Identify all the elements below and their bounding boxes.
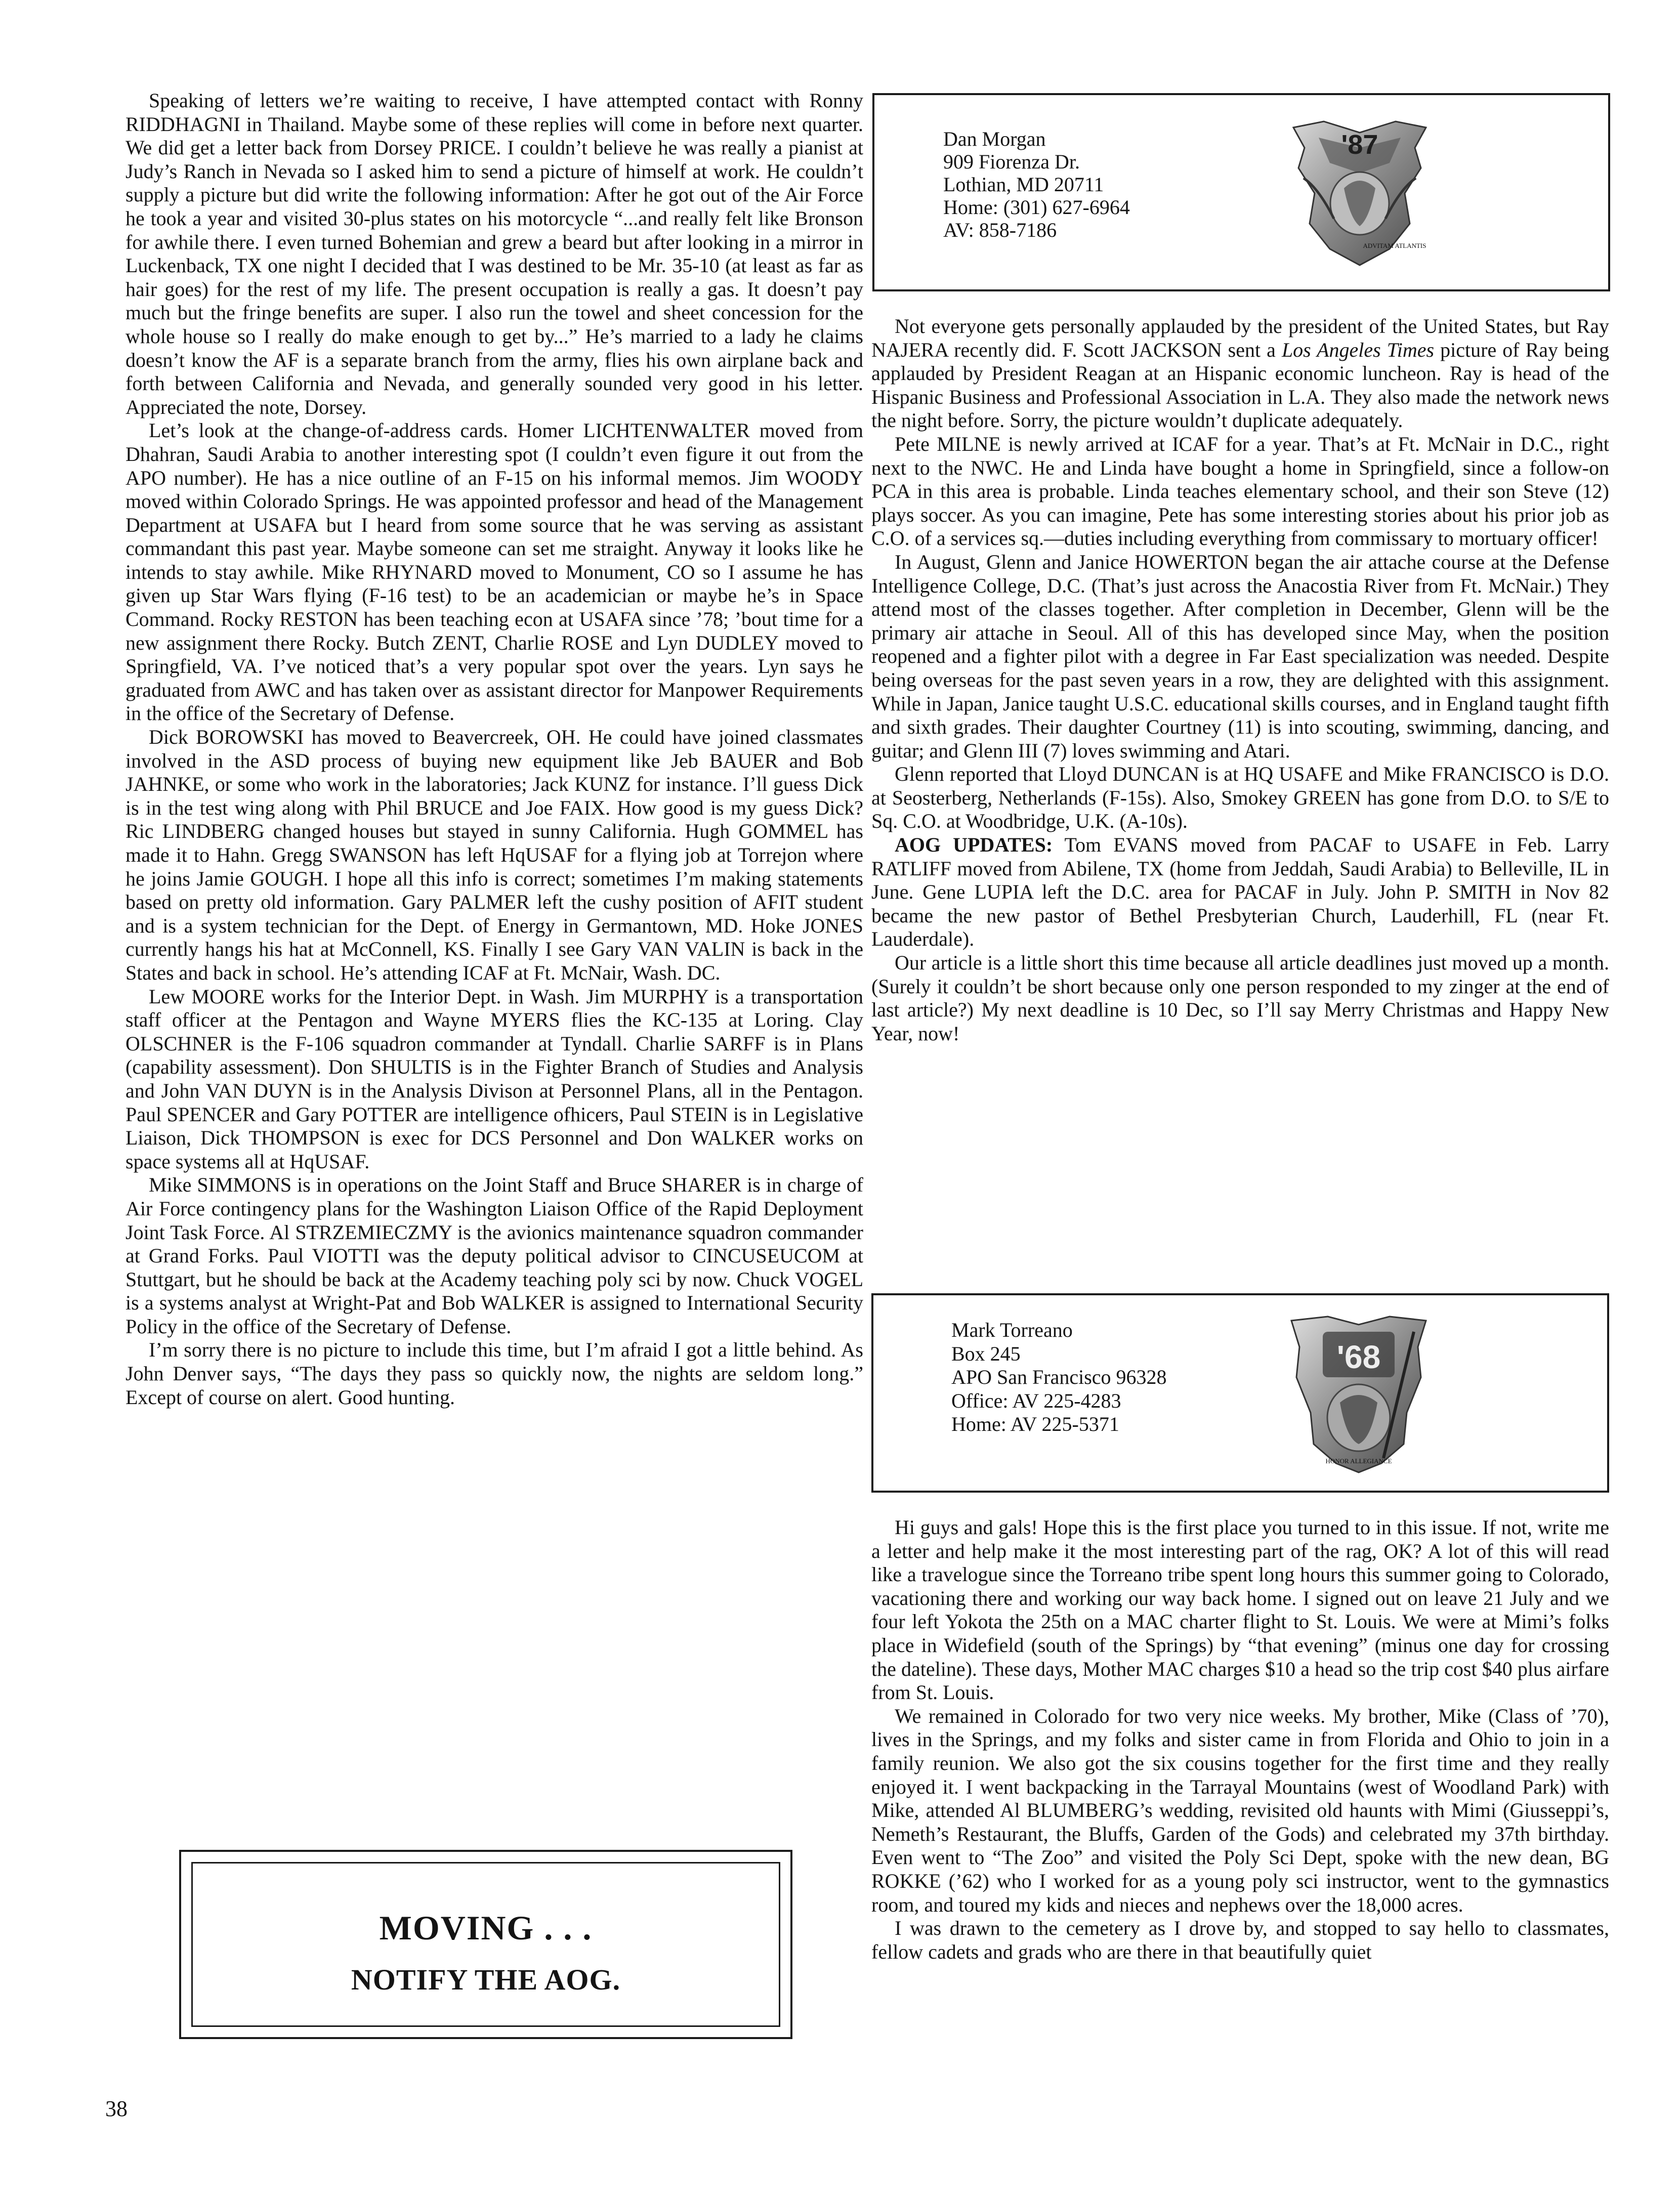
class-68-crest-motto: HONOR ALLEGIANCE [1325,1457,1392,1465]
aog-updates-heading: AOG UPDATES: [895,833,1053,857]
right-paragraph-colorado: We remained in Colorado for two very nice weeks. My brother, Mike (Class of ’70), lives in the Springs, and my folks and sister came in from Florida and Ohio to join in a family reunion. We also got the six cousins together for the first time and they really enjoyed it. I went backpacking in the Tarrayal Mountains (west of Woodland Park) with Mike, attended Al BLUMBERG’s wedding, revisited old haunts with Mimi (Giusseppi’s, Nemeth’s Restaurant, the Bluffs, Garden of the Gods) and celebrated my 37th birthday. Even went to “The Zoo” and visited the Poly Sci Dept, spoke with the new dean, BG ROKKE (’62) who I worked for as a young poly sci instructor, went to the gymnastics room, and toured my kids and nieces and nephews over the 18,000 acres. [871,1704,1609,1916]
right-paragraph-deadline: Our article is a little short this time because all article deadlines just moved up a month. (Surely it couldn’t be short because only one person responded to my zinger at the end of last article?) My next deadline is 10 Dec, so I’ll say Merry Christmas and Happy New Year, now! [871,951,1609,1045]
class-87-contact-box [872,93,1610,291]
right-paragraph-duncan: Glenn reported that Lloyd DUNCAN is at HQ USAFE and Mike FRANCISCO is D.O. at Seosterberg, Netherlands (F-15s). Also, Smokey GREEN has gone from D.O. to S/E to Sq. C.O. at Woodbridge, U.K. (A-10s). [871,763,1609,833]
moving-notice-subtitle: NOTIFY THE AOG. [351,1963,621,1996]
class-87-crest-icon [1288,117,1431,269]
page-number: 38 [105,2096,128,2121]
najera-text-b: picture of Ray being applauded by President Reagan at an Hispanic economic luncheon. Ray is head of the Hispanic Business and Professional Association in L.A. They also made the network news the night before. Sorry, the picture wouldn’t duplicate adequately. [871,338,1609,432]
aog-updates-text: Tom EVANS moved from PACAF to USAFE in Feb. Larry RATLIFF moved from Abilene, TX (home from Jeddah, Saudi Arabia) to Belleville, IL in June. Gene LUPIA left the D.C. area for PACAF in July. John P. SMITH in Nov 82 became the new pastor of Bethel Presbyterian Church, Lauderhill, FL (near Ft. Lauderdale). [871,833,1609,951]
class-68-crest-label: '68 [1336,1339,1381,1375]
left-column [125,89,863,1409]
right-paragraph-aog-updates [871,833,1609,951]
class-87-name: Dan Morgan [943,128,1046,150]
class-68-address-2: APO San Francisco 96328 [951,1366,1167,1388]
class-68-contact-box [871,1293,1609,1493]
left-paragraph-2: Let’s look at the change-of-address cards. Homer LICHTENWALTER moved from Dhahran, Saudi Arabia to another interesting spot (I couldn’t even figure it out from the APO number). He has a nice outline of an F-15 on his informal memos. Jim WOODY moved within Colorado Springs. He was appointed professor and head of the Management Department at USAFA but I heard from some source that he was serving as assistant commandant this past year. Maybe someone can set me straight. Anyway it looks like he intends to stay awhile. Mike RHYNARD moved to Monument, CO so I assume he has given up Star Wars flying (F-16 test) to be an academician or maybe he’s in Space Command. Rocky RESTON has been teaching econ at USAFA since ’78; ’bout time for a new assignment there Rocky. Butch ZENT, Charlie ROSE and Lyn DUDLEY moved to Springfield, VA. I’ve noticed that’s a very popular spot over the years. Lyn says he graduated from AWC and has taken over as assistant director for Manpower Requirements in the office of the Secretary of Defense. [125,419,863,725]
right-paragraph-milne: Pete MILNE is newly arrived at ICAF for a year. That’s at Ft. McNair in D.C., right next to the NWC. He and Linda have bought a home in Springfield, since a follow-on PCA in this area is probable. Linda teaches elementary school, and their son Steve (12) plays soccer. As you can imagine, Pete has some interesting stories about his prior job as C.O. of a services sq.—duties including everything from commissary to mortuary officer! [871,432,1609,550]
class-68-crest-icon [1287,1311,1430,1476]
najera-text-a: Not everyone gets personally applauded by the president of the United States, but Ray NAJERA recently did. F. Scott JACKSON sent a [871,315,1609,361]
left-paragraph-4: Lew MOORE works for the Interior Dept. in Wash. Jim MURPHY is a transportation staff officer at the Pentagon and Wayne MYERS flies the KC-135 at Loring. Clay OLSCHNER is the F-106 squadron commander at Tyndall. Charlie SARFF is in Plans (capability assessment). Don SHULTIS is in the Fighter Branch of Studies and Analysis and John VAN DUYN is in the Analysis Divison at Personnel Plans, all in the Pentagon. Paul SPENCER and Gary POTTER are intelligence ofhicers, Paul STEIN is in Legislative Liaison, Dick THOMPSON is exec for DCS Personnel and Don WALKER works on space systems all at HqUSAF. [125,985,863,1173]
class-87-home-phone: Home: (301) 627-6964 [943,196,1130,219]
class-87-address-2: Lothian, MD 20711 [943,173,1104,196]
class-87-crest-label: '87 [1341,130,1378,160]
class-68-home-phone: Home: AV 225-5371 [951,1413,1119,1435]
class-68-address-1: Box 245 [951,1342,1021,1365]
class-87-av-phone: AV: 858-7186 [943,219,1057,241]
right-paragraph-torreano-intro: Hi guys and gals! Hope this is the first place you turned to in this issue. If not, write me a letter and help make it the most interesting part of the rag, OK? A lot of this will read like a travelogue since the Torreano tribe spent long hours this summer going to Colorado, vacationing there and working our way back home. I signed out on leave 21 July and we four left Yokota the 25th on a MAC charter flight to St. Louis. We were at Mimi’s folks place in Widefield (south of the Springs) by “that evening” (minus one day for crossing the dateline). These days, Mother MAC charges $10 a head so the trip cost $40 plus airfare from St. Louis. [871,1516,1609,1704]
right-paragraph-howerton: In August, Glenn and Janice HOWERTON began the air attache course at the Defense Intelligence College, D.C. (That’s just across the Anacostia River from Ft. McNair.) They attend most of the classes together. After completion in December, Glenn will be the primary air attache in Seoul. All of this has developed since May, when the position reopened and a fighter pilot with a degree in Far East specialization was needed. Despite being overseas for the past seven years in a row, they are delighted with this assignment. While in Japan, Janice taught U.S.C. educational skills courses, and in England taught fifth and sixth grades. Their daughter Courtney (11) is into scouting, swimming, dancing, and guitar; and Glenn III (7) loves swimming and Atari. [871,550,1609,762]
class-87-contact-lines [943,128,1130,241]
class-68-contact-lines [951,1319,1167,1436]
right-article-section-2 [871,1516,1609,1964]
left-paragraph-3: Dick BOROWSKI has moved to Beavercreek, OH. He could have joined classmates involved in the ASD process of buying new equipment like Jeb BAUER and Bob JAHNKE, or some who work in the laboratories; Jack KUNZ for instance. I’ll guess Dick is in the test wing along with Phil BRUCE and Joe FAIX. How good is my guess Dick? Ric LINDBERG changed houses but stayed in sunny California. Hugh GOMMEL has made it to Hahn. Gregg SWANSON has left HqUSAF for a flying job at Torrejon where he joins Jamie GOUGH. I hope all this info is correct; sometimes I’m making statements based on pretty old information. Gary PALMER left the cushy position of AFIT student and is a system technician for the Dept. of Energy in Germantown, MD. Hoke JONES currently hangs his hat at McConnell, KS. Finally I see Gary VAN VALIN is back in the States and back in school. He’s attending ICAF at Ft. McNair, Wash. DC. [125,726,863,984]
left-paragraph-5: Mike SIMMONS is in operations on the Joint Staff and Bruce SHARER is in charge of Air Force contingency plans for the Washington Liaison Office of the Rapid Deployment Joint Task Force. Al STRZEMIECZMY is the avionics maintenance squadron commander at Grand Forks. Paul VIOTTI was the deputy political advisor to CINCUSEUCOM at Stuttgart, but he should be back at the Academy teaching poly sci by now. Chuck VOGEL is a systems analyst at Wright-Pat and Bob WALKER is assigned to International Security Policy in the office of the Secretary of Defense. [125,1173,863,1338]
class-87-address-1: 909 Fiorenza Dr. [943,150,1080,173]
class-68-office-phone: Office: AV 225-4283 [951,1389,1121,1412]
class-87-crest-motto: ADVITAM ATLANTIS [1363,242,1426,249]
right-article-section-1 [871,315,1609,1045]
right-paragraph-cemetery: I was drawn to the cemetery as I drove by, and stopped to say hello to classmates, fellow cadets and grads who are there in that beautifully quiet [871,1917,1609,1963]
right-paragraph-najera [871,315,1609,433]
moving-notice-box [179,1850,792,2039]
left-paragraph-1: Speaking of letters we’re waiting to receive, I have attempted contact with Ronny RIDDHAGNI in Thailand. Maybe some of these replies will come in before next quarter. We did get a letter back from Dorsey PRICE. I couldn’t believe he was really a pianist at Judy’s Ranch in Nevada so I asked him to send a picture of himself at work. He couldn’t supply a picture but did write the following information: After he got out of the Air Force he took a year and visited 30-plus states on his motorcycle “...and really felt like Bronson for awhile there. I even turned Bohemian and grew a beard but after looking in a mirror in Luckenback, TX one night I decided that I was destined to be Mr. 35-10 (at least as far as hair goes) for the rest of my life. The present occupation is really a gas. It doesn’t pay much but the fringe benefits are super. I also run the towel and sheet concession for the whole house so I really do make enough to get by...” He’s married to a lady he claims doesn’t know the AF is a separate branch from the army, flies his own airplane back and forth between California and Nevada, and generally sounded very good in his letter. Appreciated the note, Dorsey. [125,89,863,418]
class-68-name: Mark Torreano [951,1319,1073,1341]
los-angeles-times-title: Los Angeles Times [1281,338,1435,361]
moving-notice-title: MOVING . . . [379,1909,593,1947]
left-paragraph-6: I’m sorry there is no picture to include this time, but I’m afraid I got a little behind. As John Denver says, “The days they pass so quickly now, the nights are seldom long.” Except of course on alert. Good hunting. [125,1338,863,1409]
moving-notice-inner-border [191,1862,780,2027]
